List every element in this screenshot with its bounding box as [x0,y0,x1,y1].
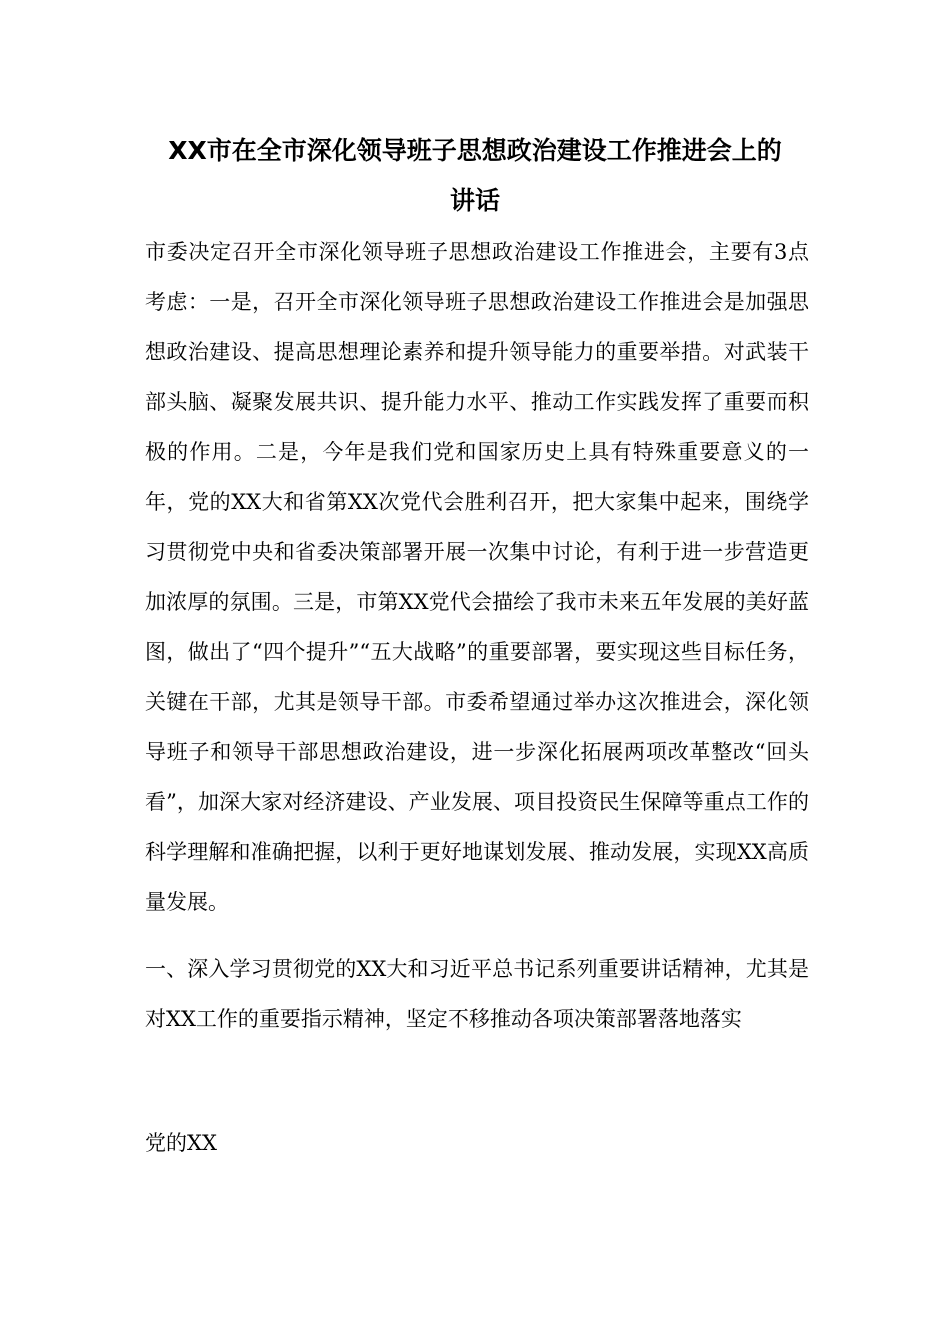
body-paragraph-intro [145,227,809,927]
document-title-line-2: 讲话 [449,186,500,215]
document-title-line-1: XX市在全市深化领导班子思想政治建设工作推进会上的 [168,136,782,165]
paragraph-text: 市委决定召开全市深化领导班子思想政治建设工作推进会，主要有3点考虑：一是，召开全市深化领导班子思想政治建设工作推进会是加强思想政治建设、提高思想理论素养和提升领导能力的重要举措。对武装干部头脑、凝聚发展共识、提升能力水平、推动工作实践发挥了重要而积极的作用。二是，今年是我们党和国家历史上具有特殊重要意义的一年，党的XX大和省第XX次党代会胜利召开，把大家集中起来，围绕学习贯彻党中央和省委决策部署开展一次集中讨论，有利于进一步营造更加浓厚的氛围。三是，市第XX党代会描绘了我市未来五年发展的美好蓝图，做出了“四个提升”“五大战略”的重要部署，要实现这些目标任务，关键在干部，尤其是领导干部。市委希望通过举办这次推进会，深化领导班子和领导干部思想政治建设，进一步深化拓展两项改革整改“回头看”，加深大家对经济建设、产业发展、项目投资民生保障等重点工作的科学理解和准确把握，以利于更好地谋划发展、推动发展，实现XX高质量发展。 [145,240,809,914]
paragraph-text: 一、深入学习贯彻党的XX大和习近平总书记系列重要讲话精神，尤其是对XX工作的重要指示精神，坚定不移推动各项决策部署落地落实 [145,957,809,1031]
paragraph-text: 党的XX [145,1131,217,1155]
body-paragraph-continuation [145,1118,809,1168]
body-paragraph-section-heading [145,944,809,1044]
